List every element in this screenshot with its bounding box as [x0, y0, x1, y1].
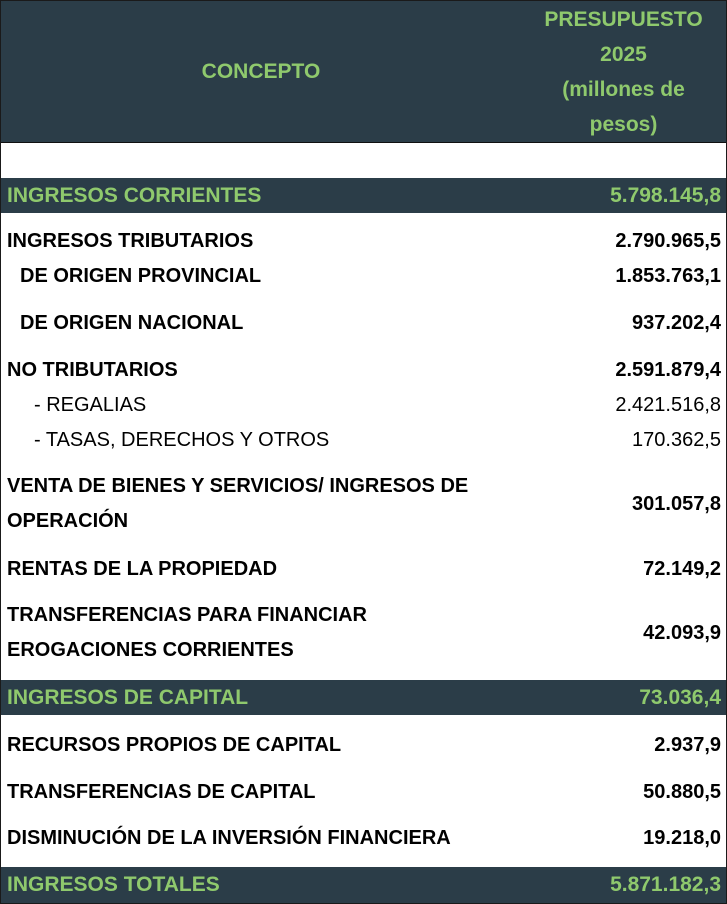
row-value: 2.421.516,8	[615, 393, 721, 416]
row-label: RECURSOS PROPIOS DE CAPITAL	[7, 733, 342, 756]
row-label: - REGALIAS	[34, 393, 147, 416]
row-label	[7, 469, 527, 539]
table-row	[1, 597, 726, 669]
table-row	[1, 258, 726, 294]
table-row	[1, 305, 726, 341]
row-value: 2.591.879,4	[615, 358, 721, 381]
header-budget-line4: pesos)	[589, 112, 658, 136]
band-row-capital-income	[1, 680, 726, 715]
row-value: 5.871.182,3	[610, 873, 721, 896]
row-label: DE ORIGEN NACIONAL	[20, 311, 244, 334]
row-label	[7, 598, 527, 668]
table-row	[1, 727, 726, 763]
header-budget-line1: PRESUPUESTO	[544, 7, 703, 31]
row-value: 42.093,9	[643, 621, 721, 644]
row-value: 50.880,5	[643, 780, 721, 803]
table-row	[1, 820, 726, 856]
row-label: INGRESOS TOTALES	[7, 873, 220, 896]
row-value: 2.790.965,5	[615, 229, 721, 252]
row-value: 73.036,4	[639, 685, 721, 709]
header-concept: CONCEPTO	[201, 60, 321, 83]
row-label: DISMINUCIÓN DE LA INVERSIÓN FINANCIERA	[7, 826, 451, 849]
band-row-current-income	[1, 178, 726, 213]
row-label: - TASAS, DERECHOS Y OTROS	[34, 428, 330, 451]
band-row-total-income	[1, 867, 726, 903]
row-value: 72.149,2	[643, 557, 721, 580]
header-budget-line3: (millones de	[562, 77, 685, 101]
table-row	[1, 352, 726, 388]
row-value: 170.362,5	[632, 428, 721, 451]
header-budget-line2: 2025	[600, 42, 647, 66]
row-value: 1.853.763,1	[615, 264, 721, 287]
table-row	[1, 422, 726, 458]
row-label: RENTAS DE LA PROPIEDAD	[7, 557, 278, 580]
row-label-line1: TRANSFERENCIAS PARA FINANCIAR	[7, 604, 367, 626]
row-value: 937.202,4	[632, 311, 721, 334]
table-row	[1, 223, 726, 259]
row-value: 19.218,0	[643, 826, 721, 849]
table-header	[1, 1, 726, 143]
row-label-line1: VENTA DE BIENES Y SERVICIOS/ INGRESOS DE	[7, 475, 469, 497]
row-label: DE ORIGEN PROVINCIAL	[20, 264, 262, 287]
table-row	[1, 468, 726, 540]
row-label: INGRESOS DE CAPITAL	[7, 685, 249, 709]
row-value: 2.937,9	[654, 733, 721, 756]
row-value: 5.798.145,8	[610, 183, 721, 207]
header-budget	[521, 2, 726, 142]
table-row	[1, 387, 726, 423]
table-row	[1, 774, 726, 810]
row-label: NO TRIBUTARIOS	[7, 358, 178, 381]
row-label-line2: EROGACIONES CORRIENTES	[7, 639, 294, 661]
row-label: INGRESOS TRIBUTARIOS	[7, 229, 254, 252]
row-label: INGRESOS CORRIENTES	[7, 183, 262, 207]
row-value: 301.057,8	[632, 492, 721, 515]
table-row	[1, 551, 726, 587]
row-label: TRANSFERENCIAS DE CAPITAL	[7, 780, 316, 803]
row-label-line2: OPERACIÓN	[7, 510, 129, 532]
